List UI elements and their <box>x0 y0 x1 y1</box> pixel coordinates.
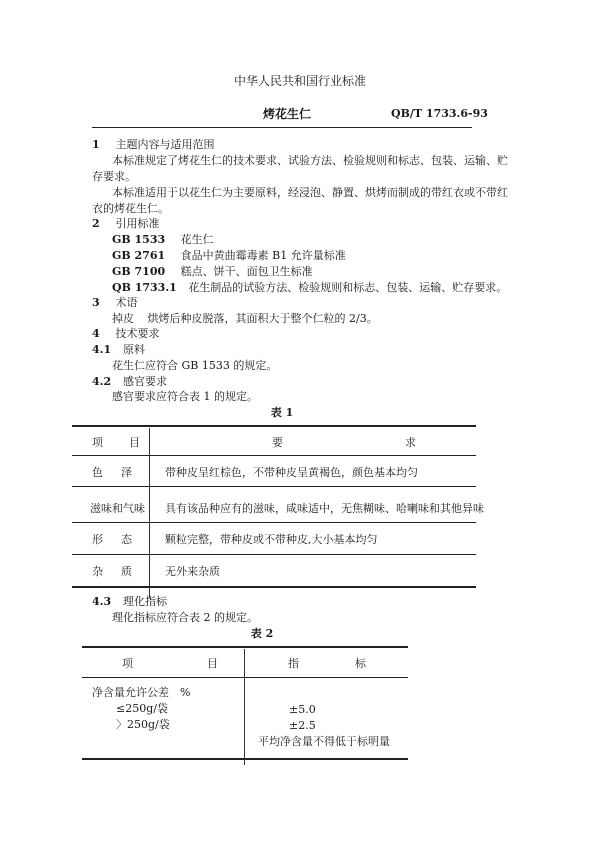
sec1-heading <box>92 138 215 152</box>
sec4-title: 技术要求 <box>115 327 160 340</box>
ref-item <box>112 233 214 247</box>
sec41-text: 花生仁应符合 GB 1533 的规定。 <box>112 359 278 372</box>
term-def: 烘烤后种皮脱落，其面积大于整个仁粒的 2/3。 <box>147 312 378 325</box>
table1-col-divider <box>149 428 150 598</box>
table1-row-rule <box>72 554 476 555</box>
sec1-p1-line2: 存要求。 <box>92 170 136 183</box>
item-char: 杂 <box>92 565 103 578</box>
sec43-num: 4.3 <box>92 595 112 608</box>
sec42-text: 感官要求应符合表 1 的规定。 <box>112 390 258 403</box>
head-char: 要 <box>272 436 283 449</box>
table1-head-item <box>92 436 140 450</box>
ref-code: GB 1533 <box>112 233 166 246</box>
sec43-title: 理化指标 <box>122 595 167 608</box>
ref-code: QB 1733.1 <box>112 281 177 294</box>
sec1-p1-line1: 本标准规定了烤花生仁的技术要求、试验方法、检验规则和标志、包装、运输、贮 <box>112 154 508 167</box>
table1-row-rule <box>72 522 476 523</box>
sec1-p2-line2: 衣的烤花生仁。 <box>92 202 169 215</box>
sec2-num: 2 <box>92 217 100 230</box>
ref-name: 糕点、饼干、面包卫生标准 <box>180 265 313 278</box>
table2-row-item: ≤250g/袋 <box>116 702 168 715</box>
head-char: 目 <box>129 436 140 449</box>
table1-row-rule <box>72 486 476 487</box>
table1-row-item <box>92 533 132 547</box>
table1-row-item <box>92 466 132 480</box>
sec2-title: 引用标准 <box>115 217 160 230</box>
head-char: 项 <box>122 657 133 670</box>
head-char: 标 <box>355 657 366 670</box>
sec43-text: 理化指标应符合表 2 的规定。 <box>112 611 258 624</box>
sec41-title: 原料 <box>122 343 145 356</box>
item-char: 泽 <box>121 466 132 479</box>
table2-bottom-rule <box>82 758 408 760</box>
table2-head-index <box>288 657 366 671</box>
ref-code: GB 7100 <box>112 265 166 278</box>
sec1-p2-line1: 本标准适用于以花生仁为主要原料，经浸泡、静置、烘烤而制成的带红衣或不带红 <box>112 186 508 199</box>
sec43-heading <box>92 595 167 609</box>
head-char: 目 <box>207 657 218 670</box>
table1-row-item: 滋味和气味 <box>90 502 145 515</box>
sec1-num: 1 <box>92 138 100 151</box>
item-char: 色 <box>92 466 103 479</box>
standard-title: 烤花生仁 <box>263 107 312 121</box>
term: 掉皮 <box>112 312 134 325</box>
ref-code: GB 2761 <box>112 249 166 262</box>
sec1-title: 主题内容与适用范围 <box>115 138 215 151</box>
table1-row-item <box>92 565 132 579</box>
table1-head-rule <box>72 455 476 456</box>
table1-row-req: 无外来杂质 <box>165 565 220 578</box>
standard-org-title: 中华人民共和国行业标准 <box>233 74 366 88</box>
table2-row-value: ±2.5 <box>289 719 316 732</box>
item-char: 态 <box>121 533 132 546</box>
head-char: 求 <box>405 436 416 449</box>
table2-top-rule <box>82 646 408 648</box>
term-definition <box>112 312 378 326</box>
table2-col-divider <box>244 649 245 765</box>
sec4-heading <box>92 327 160 341</box>
sec3-num: 3 <box>92 296 100 309</box>
table1-caption: 表 1 <box>270 406 294 419</box>
header-rule <box>92 127 472 128</box>
ref-name: 花生制品的试验方法、检验规则和标志、包装、运输、贮存要求。 <box>188 281 508 294</box>
table2-row-value: 平均净含量不得低于标明量 <box>258 735 390 748</box>
sec2-heading <box>92 217 160 231</box>
table1-head-req <box>272 436 416 450</box>
table1-row-req: 颗粒完整，带种皮或不带种皮,大小基本均匀 <box>165 533 378 546</box>
table1-row-req: 带种皮呈红棕色，不带种皮呈黄褐色，颜色基本均匀 <box>165 466 418 479</box>
ref-item <box>112 249 346 263</box>
table1-row-req: 具有该品种应有的滋味，咸味适中，无焦糊味、哈喇味和其他异味 <box>165 502 484 515</box>
ref-name: 花生仁 <box>180 233 214 246</box>
ref-item <box>112 265 313 279</box>
sec42-num: 4.2 <box>92 375 112 388</box>
sec42-title: 感官要求 <box>122 375 167 388</box>
ref-name: 食品中黄曲霉毒素 B1 允许量标准 <box>180 249 346 262</box>
item-char: 形 <box>92 533 103 546</box>
standard-code: QB/T 1733.6-93 <box>391 107 488 120</box>
table2-row-value: ±5.0 <box>289 703 316 716</box>
sec3-heading <box>92 296 138 310</box>
sec42-heading <box>92 375 167 389</box>
table2-head-item <box>122 657 218 671</box>
head-char: 指 <box>288 657 299 670</box>
sec41-num: 4.1 <box>92 343 112 356</box>
table1-top-rule <box>72 425 476 427</box>
table2-group-label: 净含量允许公差 % <box>92 686 191 699</box>
table2-caption: 表 2 <box>250 627 274 640</box>
table2-row-item: 〉250g/袋 <box>116 718 170 731</box>
sec3-title: 术语 <box>115 296 138 309</box>
sec4-num: 4 <box>92 327 100 340</box>
head-char: 项 <box>92 436 103 449</box>
ref-item <box>112 281 507 295</box>
table2-head-rule <box>82 677 408 678</box>
item-char: 质 <box>121 565 132 578</box>
table1-bottom-rule <box>72 586 476 588</box>
sec41-heading <box>92 343 145 357</box>
